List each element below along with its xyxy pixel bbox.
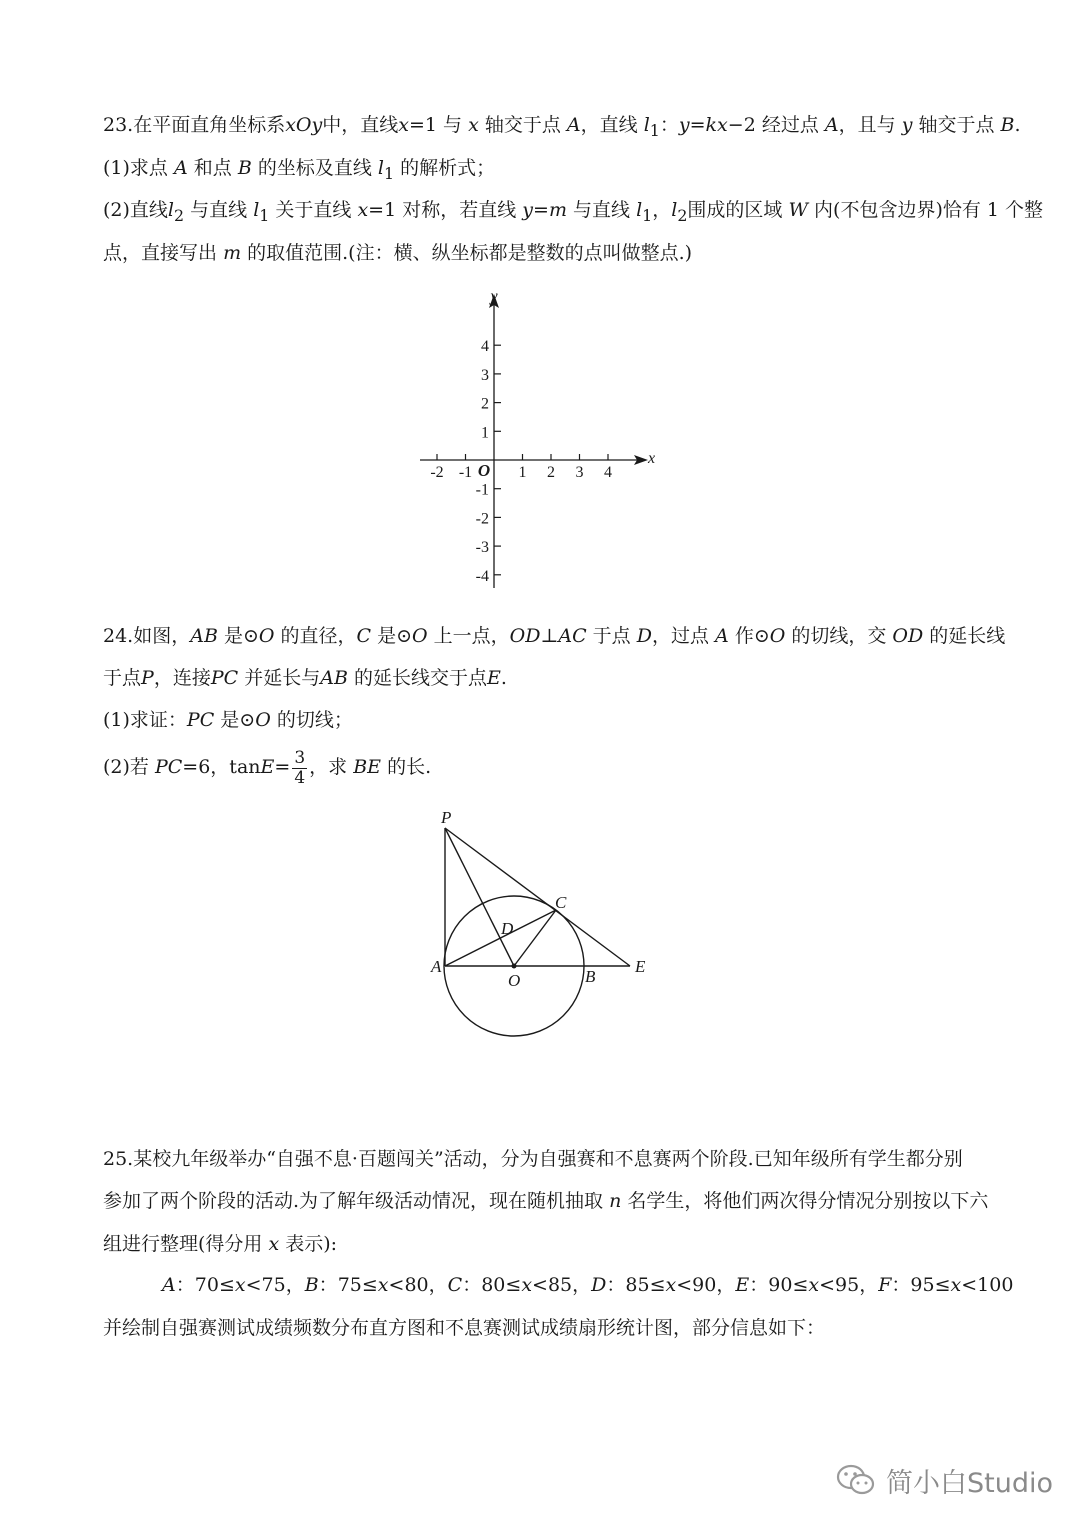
y-tick-label: 4 — [481, 338, 489, 356]
q23-stem-line-1: 23.在平面直角坐标系xOy中，直线x=1 与 x 轴交于点 A，直线 $l_1$：y=kx−2 经过点 A，且与 y 轴交于点 B. — [103, 114, 1021, 140]
x-tick-label: -2 — [430, 464, 444, 481]
wechat-icon — [836, 1463, 876, 1497]
label-b: B — [585, 967, 596, 986]
label-e: E — [635, 957, 646, 976]
q25-line-3: 组进行整理(得分用 x 表示): — [103, 1233, 338, 1255]
q24-stem-line-2: 于点P，连接PC 并延长与AB 的延长线交于点E. — [103, 667, 507, 689]
y-tick-label: 2 — [481, 395, 489, 413]
x-tick-label: -1 — [458, 464, 473, 481]
center-point-o — [512, 964, 517, 969]
label-o: O — [508, 971, 521, 990]
segment-ac — [445, 910, 556, 966]
segment-oc — [514, 910, 556, 966]
q25-line-1: 25.某校九年级举办“自强不息·百题闯关”活动，分为自强赛和不息赛两个阶段.已知年级所有学生都分别 — [103, 1148, 963, 1170]
q25-line-2: 参加了两个阶段的活动.为了解年级活动情况，现在随机抽取 n 名学生，将他们两次得分情况分别按以下六 — [103, 1190, 989, 1212]
x-tick-label: 4 — [604, 464, 612, 481]
q24-part1: (1)求证：PC 是⊙O 的切线； — [103, 709, 353, 731]
y-tick-label: 3 — [481, 366, 489, 384]
segment-pe — [445, 828, 630, 966]
fraction-three-quarters: $\frac{3}{4}$ — [294, 747, 306, 788]
label-d: D — [501, 919, 514, 938]
y-tick-label: -4 — [475, 567, 489, 585]
q24-part2: (2)若 PC=6，tanE= $\frac{3}{4}$ ，求 BE 的长. — [103, 747, 432, 788]
watermark-text: 简小白Studio — [886, 1467, 1053, 1499]
y-tick-label: -2 — [475, 510, 489, 528]
label-a: A — [431, 957, 442, 976]
score-group: B：75≤x<80， — [304, 1274, 448, 1296]
score-group: D：85≤x<90， — [591, 1274, 736, 1296]
q23-part2-line-2: 点，直接写出 m 的取值范围.(注：横、纵坐标都是整数的点叫做整点.) — [103, 242, 693, 264]
segment-po — [445, 828, 514, 966]
q25-line-5: 并绘制自强赛测试成绩频数分布直方图和不息赛测试成绩扇形统计图，部分信息如下： — [103, 1317, 826, 1339]
x-tick-label: 1 — [518, 464, 527, 481]
q23-part2-line-1: (2)直线$l_2$ 与直线 $l_1$ 关于直线 x=1 对称，若直线 y=m 与直线 $l_1$，$l_2$围成的区域 W 内(不包含边界)恰有 1 个整 — [103, 199, 1044, 225]
y-tick-label: -1 — [475, 481, 489, 499]
label-c: C — [555, 893, 567, 912]
label-p: P — [441, 808, 452, 827]
score-group: A：70≤x<75， — [162, 1274, 305, 1296]
y-axis-label: y — [490, 288, 498, 305]
circle-o — [444, 896, 584, 1036]
score-group: E：90≤x<95， — [735, 1274, 879, 1296]
y-tick-label: -3 — [475, 539, 489, 557]
q25-groups-line — [162, 1273, 1013, 1297]
q23-part1: (1)求点 A 和点 B 的坐标及直线 $l_1$ 的解析式； — [103, 157, 496, 183]
origin-label: O — [477, 461, 491, 480]
watermark — [836, 1458, 1053, 1502]
score-group: C：80≤x<85， — [447, 1274, 592, 1296]
x-tick-label: 2 — [547, 464, 555, 481]
x-axis-label: x — [648, 450, 656, 467]
coordinate-axes-figure — [0, 0, 1080, 620]
score-group: F：95≤x<100 — [878, 1274, 1014, 1296]
q24-stem-line-1: 24.如图，AB 是⊙O 的直径，C 是⊙O 上一点，OD⊥AC 于点 D，过点 A 作⊙O 的切线，交 OD 的延长线 — [103, 625, 1006, 647]
x-tick-label: 3 — [575, 464, 584, 481]
y-tick-label: 1 — [481, 424, 489, 442]
